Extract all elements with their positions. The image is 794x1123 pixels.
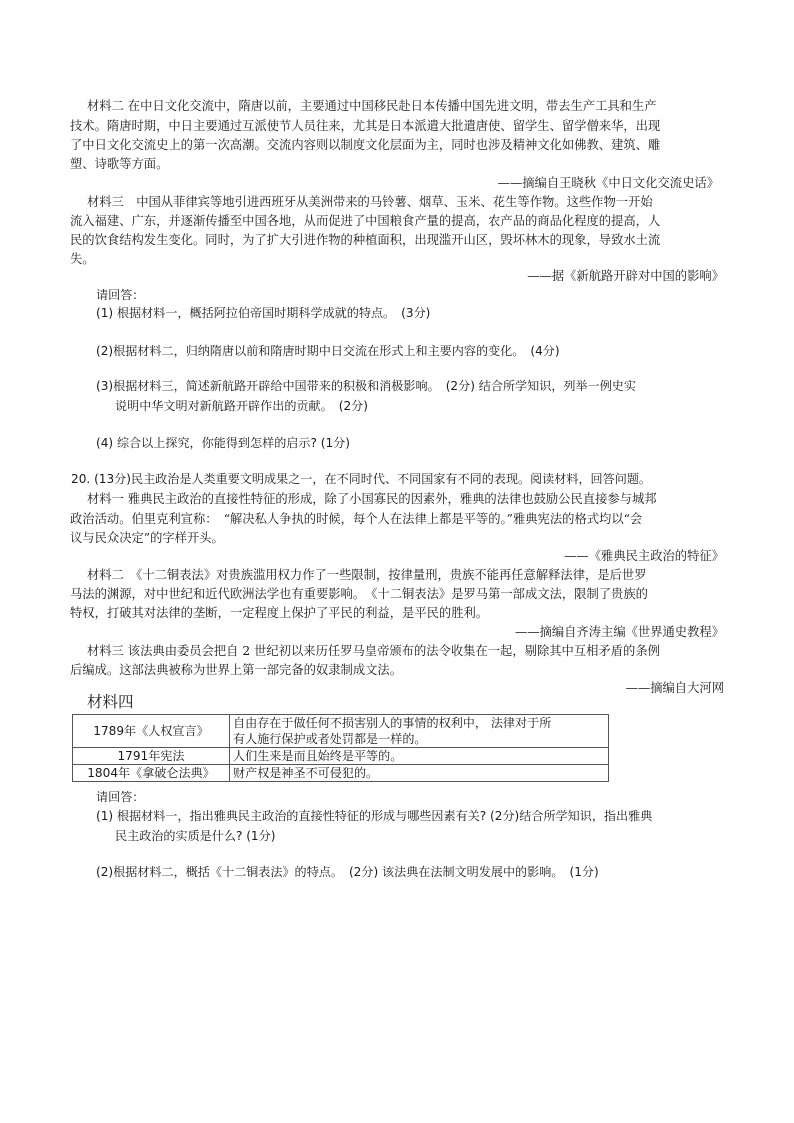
q20-question-2: (2)根据材料二，概括《十二铜表法》的特点。 (2分) 该法典在法制文明发展中的影响。 (1分) — [96, 865, 599, 879]
q19-question-3-line-1: (3)根据材料三，简述新航路开辟给中国带来的积极和消极影响。 (2分) 结合所学知识，列举一例史实 — [96, 379, 636, 393]
material-3-line-3: 民的饮食结构发生变化。同时，为了扩大引进作物的种植面积，出现滥开山区，毁坏林木的现象，导致水土流 — [70, 233, 661, 247]
q19-question-1: (1) 根据材料一，概括阿拉伯帝国时期科学成就的特点。 (3分) — [96, 306, 431, 320]
material-3-line-4: 失。 — [70, 252, 95, 266]
table-cell-document: 1791年宪法 — [73, 748, 230, 765]
material-4-heading: 材料四 — [87, 693, 134, 711]
table-cell-document: 1789年《人权宣言》 — [73, 715, 230, 748]
q20-material-1-source: ——《雅典民主政治的特征》 — [564, 549, 724, 563]
table-cell-line: 有人施行保护或者处罚都是一样的。 — [233, 732, 427, 746]
q20-material-2-line-3: 特权，打破其对法律的垄断，一定程度上保护了平民的利益，是平民的胜利。 — [70, 606, 489, 620]
q20-intro: 20. (13分)民主政治是人类重要文明成果之一，在不同时代、不同国家有不同的表现。阅读材料，回答问题。 — [71, 472, 652, 486]
q20-material-2-source: ——摘编自齐涛主编《世界通史教程》 — [514, 625, 724, 639]
q20-material-1-line-2: 政治活动。伯里克利宣称： “解决私人争执的时候，每个人在法律上都是平等的。”雅典宪法的格式均以“会 — [70, 512, 643, 526]
q20-question-1-line-2: 民主政治的实质是什么? (1分) — [115, 829, 276, 843]
q20-material-3-source: ——摘编自大河网 — [625, 681, 724, 695]
table-row — [73, 715, 609, 748]
q20-material-3-line-1: 材料三 该法典由委员会把自 2 世纪初以来历任罗马皇帝颁布的法令收集在一起，剔除其中互相矛盾的条例 — [87, 644, 660, 658]
q20-material-2-line-2: 马法的渊源，对中世纪和近代欧洲法学也有重要影响。 《十二铜表法》是罗马第一部成文法，限制了贵族的 — [70, 587, 648, 601]
q19-prompt: 请回答： — [96, 288, 145, 302]
table-cell-content: 人们生来是而且始终是平等的。 — [230, 748, 609, 765]
q20-material-1-line-1: 材料一 雅典民主政治的直接性特征的形成，除了小国寡民的因素外，雅典的法律也鼓励公民直接参与城邦 — [87, 492, 657, 506]
table-cell-content: 财产权是神圣不可侵犯的。 — [230, 765, 609, 782]
table-row — [73, 748, 609, 765]
material-2-line-3: 了中日文化交流史上的第一次高潮。交流内容则以制度文化层面为主，同时也涉及精神文化如佛教、建筑、雕 — [70, 138, 661, 152]
material-2-line-1: 材料二 在中日文化交流中，隋唐以前，主要通过中国移民赴日本传播中国先进文明，带去生产工具和生产 — [87, 99, 657, 113]
table-row — [73, 765, 609, 782]
q20-prompt: 请回答： — [96, 790, 145, 804]
material-3-line-2: 流入福建、广东，并逐渐传播至中国各地，从而促进了中国粮食产量的提高，农产品的商品化程度的提高，人 — [70, 214, 661, 228]
q20-material-3-line-2: 后编成。这部法典被称为世界上第一部完备的奴隶制成文法。 — [70, 663, 403, 677]
q19-question-3-line-2: 说明中华文明对新航路开辟作出的贡献。 (2分) — [115, 399, 368, 413]
material-4-table — [72, 714, 609, 782]
q20-material-2-line-1: 材料二 《十二铜表法》对贵族滥用权力作了一些限制，按律量刑，贵族不能再任意解释法律，是后世罗 — [87, 568, 647, 582]
q20-material-1-line-3: 议与民众决定”的字样开头。 — [70, 531, 224, 545]
material-3-line-1: 材料三 中国从菲律宾等地引进西班牙从美洲带来的马铃薯、烟草、玉米、花生等作物。这些作物一开始 — [87, 195, 653, 209]
q20-question-1-line-1: (1) 根据材料一，指出雅典民主政治的直接性特征的形成与哪些因素有关? (2分)结合所学知识，指出雅典 — [96, 809, 653, 823]
material-2-line-2: 技术。隋唐时期，中日主要通过互派使节人员往来，尤其是日本派遣大批遣唐使、留学生、留学僧来华，出现 — [70, 119, 661, 133]
material-2-line-4: 塑、诗歌等方面。 — [70, 157, 169, 171]
q19-question-4: (4) 综合以上探究，你能得到怎样的启示? (1分) — [96, 436, 350, 450]
table-cell-document: 1804年《拿破仑法典》 — [73, 765, 230, 782]
table-cell-content — [230, 715, 609, 748]
material-2-source: ——摘编自王晓秋《中日文化交流史话》 — [497, 176, 719, 190]
material-3-source: ——据《新航路开辟对中国的影响》 — [527, 269, 724, 283]
table-cell-line: 自由存在于做任何不损害别人的事情的权利中， 法律对于所 — [233, 716, 552, 730]
q19-question-2: (2)根据材料二，归纳隋唐以前和隋唐时期中日交流在形式上和主要内容的变化。 (4分) — [96, 344, 560, 358]
